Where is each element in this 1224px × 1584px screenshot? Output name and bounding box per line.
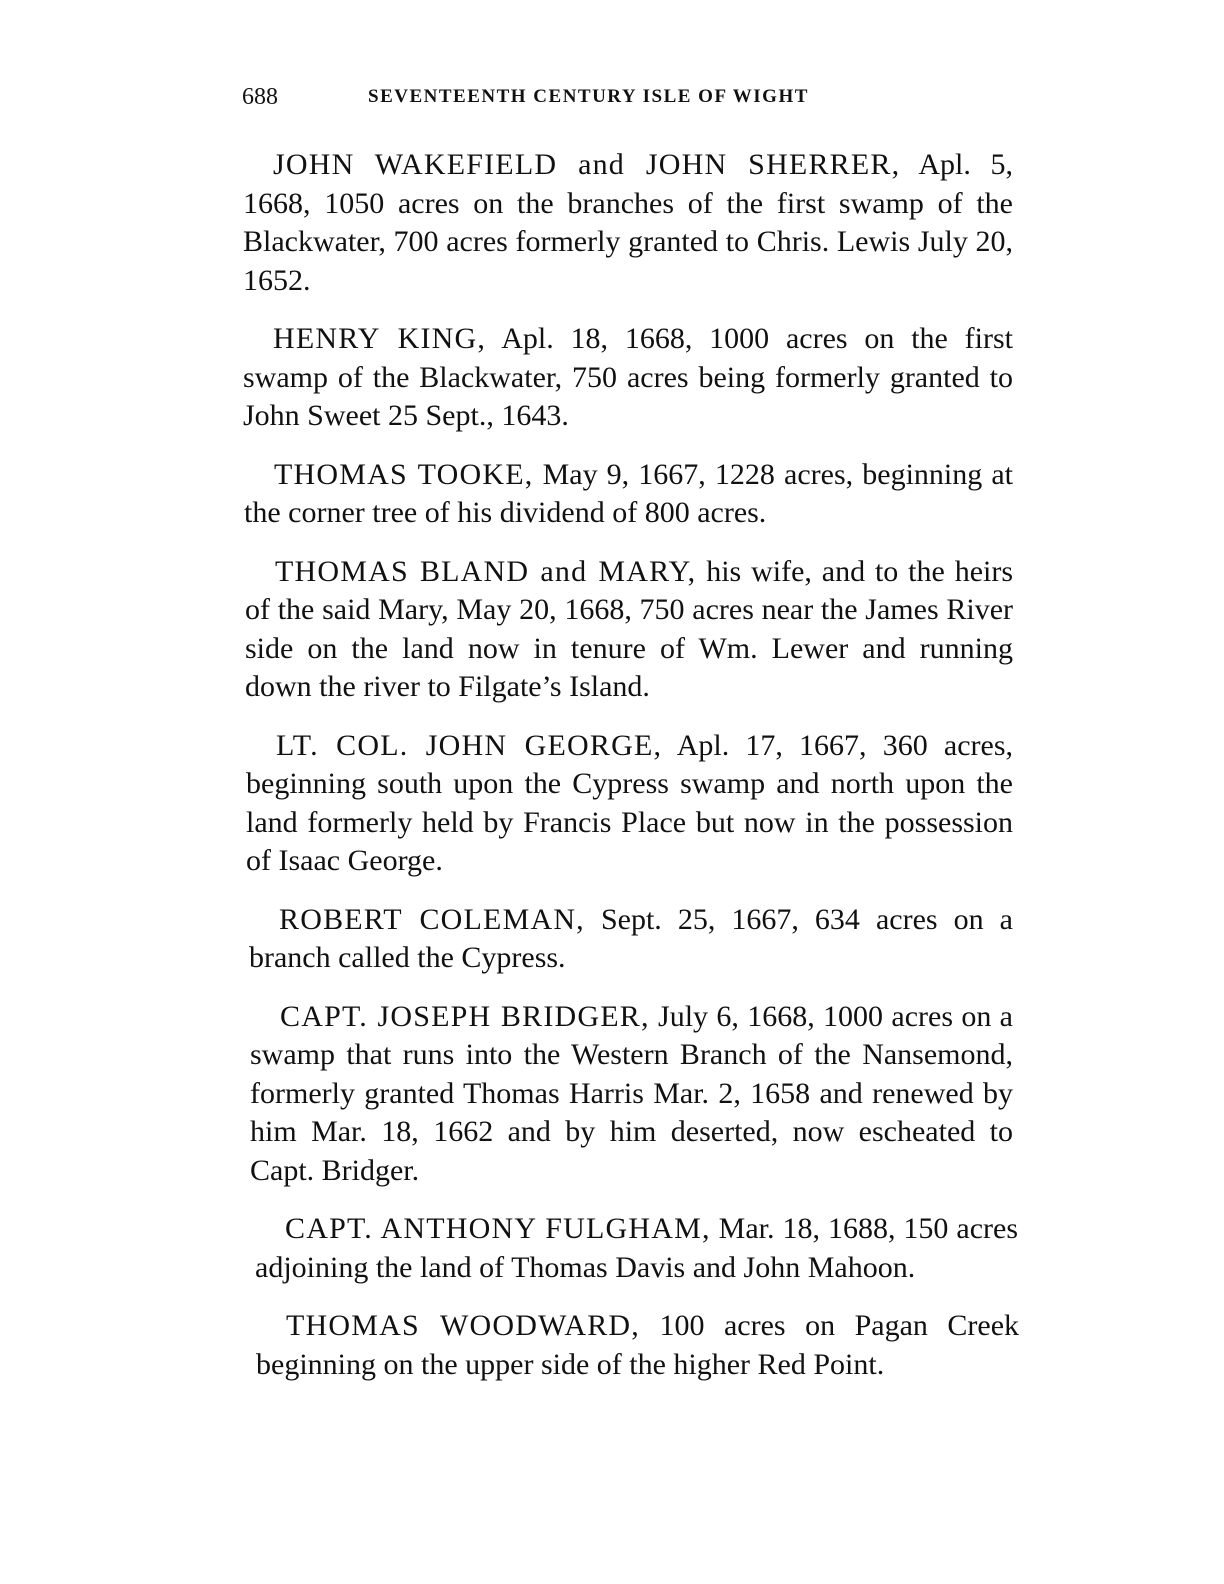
entry-text: Sept. 25, 1667, 634 acres on a branch called the Cypress. [249, 902, 1013, 974]
entry-thomas-woodward [256, 1307, 1019, 1384]
entry-text: 100 acres on Pagan Creek beginning on the upper side of the higher Red Point. [256, 1309, 1020, 1381]
entry-name: JOHN WAKEFIELD and JOHN SHERRER, [273, 148, 901, 181]
entry-name: THOMAS TOOKE, [274, 457, 534, 491]
entry-robert-coleman [249, 901, 1013, 978]
running-head: SEVENTEENTH CENTURY ISLE OF WIGHT [368, 86, 809, 107]
entry-wakefield-sherrer [243, 146, 1013, 300]
entry-text: Apl. 5, 1668, 1050 acres on the branches of the first swamp of the Blackwater, 700 acres formerly granted to Chris. Lewis July 20, 1652. [243, 148, 1013, 297]
entry-name: LT. COL. JOHN GEORGE, [276, 728, 663, 762]
entry-text: May 9, 1667, 1228 acres, beginning at the corner tree of his dividend of 800 acres. [244, 457, 1013, 529]
entry-text: his wife, and to the heirs of the said Mary, May 20, 1668, 750 acres near the James River side on the land now in tenure of Wm. Lewer and running down the river to Filgate’s Island. [245, 554, 1014, 703]
entry-henry-king [243, 320, 1013, 436]
land-grant-entries [243, 146, 1020, 1404]
entry-john-george [246, 727, 1013, 881]
entry-text: Apl. 18, 1668, 1000 acres on the first swamp of the Blackwater, 750 acres being formerly granted to John Sweet 25 Sept., 1643. [243, 322, 1013, 432]
entry-text: Apl. 17, 1667, 360 acres, beginning south upon the Cypress swamp and north upon the land formerly held by Francis Place but now in the possession of Isaac George. [246, 728, 1013, 877]
entry-name: ROBERT COLEMAN, [279, 902, 585, 936]
entry-name: CAPT. ANTHONY FULGHAM, [285, 1212, 711, 1245]
entry-joseph-bridger [250, 998, 1013, 1191]
entry-thomas-bland [245, 553, 1013, 707]
page-header [242, 82, 1022, 112]
entry-name: CAPT. JOSEPH BRIDGER, [280, 999, 650, 1033]
entry-thomas-tooke [244, 456, 1013, 533]
entry-text: Mar. 18, 1688, 150 acres adjoining the land of Thomas Davis and John Mahoon. [255, 1212, 1019, 1284]
entry-name: HENRY KING, [273, 322, 487, 355]
entry-name: THOMAS BLAND and MARY, [275, 554, 697, 588]
entry-name: THOMAS WOODWARD, [286, 1309, 640, 1342]
entry-anthony-fulgham [255, 1210, 1018, 1287]
page-number: 688 [242, 84, 278, 110]
entry-text: July 6, 1668, 1000 acres on a swamp that runs into the Western Branch of the Nansemond, formerly granted Thomas Harris Mar. 2, 1658 and renewed by him Mar. 18, 1662 and by him deserted, now escheated to Capt. Bridger. [250, 999, 1013, 1187]
